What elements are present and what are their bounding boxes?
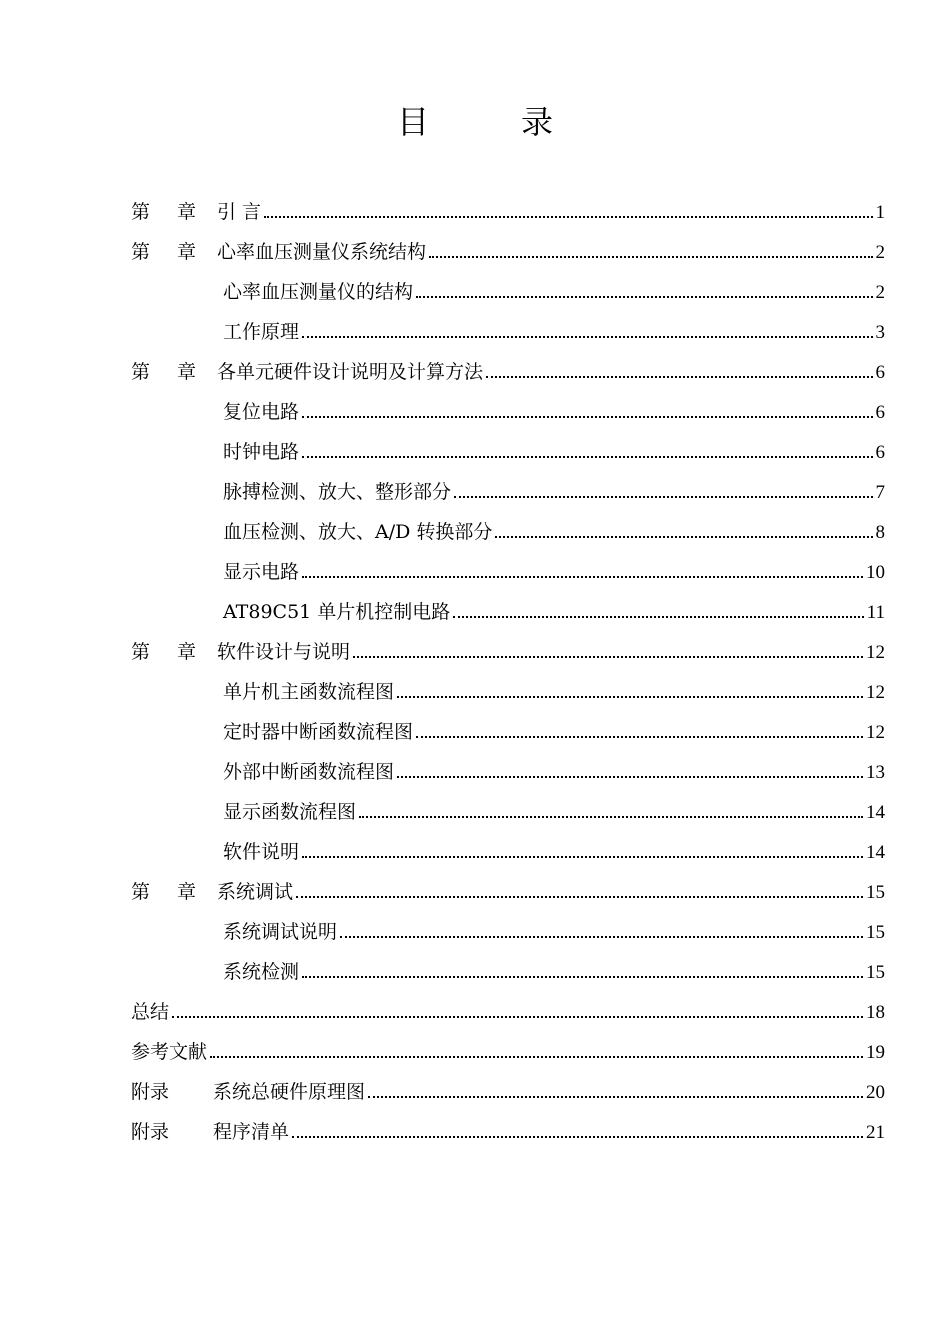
toc-entry-label: 各单元硬件设计说明及计算方法: [217, 361, 484, 383]
dot-leader: [302, 976, 863, 978]
toc-page-number: 2: [875, 282, 885, 303]
toc-page-number: 20: [866, 1082, 885, 1103]
toc-page-number: 11: [866, 602, 885, 623]
toc-entry-summary[interactable]: [131, 992, 885, 1032]
toc-entry-appendix-schematic[interactable]: [131, 1072, 885, 1112]
toc-entry-label: 时钟电路: [223, 441, 300, 463]
dot-leader: [353, 656, 863, 658]
chapter-prefix: 第 章: [131, 361, 197, 383]
toc-entry-section[interactable]: [131, 472, 885, 512]
toc-entry-label: 脉搏检测、放大、整形部分: [223, 481, 452, 503]
toc-page-number: 7: [875, 482, 885, 503]
chapter-prefix: 第 章: [131, 641, 197, 663]
toc-entry-label: 心率血压测量仪的结构: [223, 281, 414, 303]
toc-entry-label: 系统检测: [223, 961, 300, 983]
chapter-prefix: 第 章: [131, 241, 197, 263]
toc-entry-label: 心率血压测量仪系统结构: [217, 241, 427, 263]
toc-entry-section[interactable]: [131, 952, 885, 992]
dot-leader: [368, 1096, 863, 1098]
toc-entry-appendix-code[interactable]: [131, 1112, 885, 1152]
toc-entry-label: 系统调试: [217, 881, 294, 903]
dot-leader: [302, 576, 863, 578]
toc-page-number: 6: [875, 442, 885, 463]
toc-entry-label: 血压检测、放大、A/D 转换部分: [223, 521, 493, 543]
dot-leader: [172, 1016, 863, 1018]
dot-leader: [302, 336, 872, 338]
toc-entry-chapter-software[interactable]: [131, 632, 885, 672]
toc-entry-label: 软件说明: [223, 841, 300, 863]
toc-entry-label: 参考文献: [131, 1041, 208, 1063]
toc-entry-label: 工作原理: [223, 321, 300, 343]
toc-entry-label: 程序清单: [213, 1121, 290, 1143]
toc-page-number: 15: [866, 882, 885, 903]
dot-leader: [453, 616, 863, 618]
toc-entry-section[interactable]: [131, 712, 885, 752]
toc-page-number: 6: [875, 362, 885, 383]
toc-entry-label: 总结: [131, 1001, 170, 1023]
toc-entry-section[interactable]: [131, 832, 885, 872]
toc-page-number: 12: [866, 642, 885, 663]
dot-leader: [302, 856, 863, 858]
toc-entry-chapter-structure[interactable]: [131, 232, 885, 272]
toc-entry-section[interactable]: [131, 672, 885, 712]
toc-entry-label: 系统调试说明: [223, 921, 338, 943]
toc-entry-label: 显示函数流程图: [223, 801, 357, 823]
dot-leader: [486, 376, 872, 378]
dot-leader: [302, 456, 872, 458]
toc-entry-section[interactable]: [131, 912, 885, 952]
dot-leader: [359, 816, 863, 818]
page-title: 目 录: [396, 103, 583, 141]
appendix-prefix: 附录: [131, 1121, 170, 1143]
toc-page-number: 2: [875, 242, 885, 263]
toc-page-number: 8: [875, 522, 885, 543]
dot-leader: [416, 736, 863, 738]
dot-leader: [302, 416, 872, 418]
dot-leader: [296, 896, 863, 898]
chapter-prefix: 第 章: [131, 201, 197, 223]
chapter-prefix: 第 章: [131, 881, 197, 903]
toc-page-number: 13: [866, 762, 885, 783]
toc-page-number: 1: [875, 202, 885, 223]
toc-entry-label: 软件设计与说明: [217, 641, 351, 663]
toc-entry-section[interactable]: [131, 272, 885, 312]
toc-page-number: 15: [866, 922, 885, 943]
toc-entry-label: 显示电路: [223, 561, 300, 583]
toc-entry-section[interactable]: [131, 752, 885, 792]
toc-page-number: 12: [866, 682, 885, 703]
toc-entry-section[interactable]: [131, 512, 885, 552]
dot-leader: [429, 256, 872, 258]
dot-leader: [397, 776, 863, 778]
toc-entry-section[interactable]: [131, 312, 885, 352]
dot-leader: [292, 1136, 863, 1138]
toc-entry-label: 系统总硬件原理图: [213, 1081, 366, 1103]
toc-page-number: 10: [866, 562, 885, 583]
toc-page-number: 12: [866, 722, 885, 743]
toc-entry-section[interactable]: [131, 592, 885, 632]
toc-entry-label: 外部中断函数流程图: [223, 761, 395, 783]
toc-page-number: 14: [866, 842, 885, 863]
toc-entry-label: AT89C51 单片机控制电路: [223, 601, 451, 623]
dot-leader: [397, 696, 863, 698]
toc-entry-chapter-hardware[interactable]: [131, 352, 885, 392]
toc-entry-references[interactable]: [131, 1032, 885, 1072]
dot-leader: [340, 936, 863, 938]
toc-entry-label: 定时器中断函数流程图: [223, 721, 414, 743]
dot-leader: [454, 496, 872, 498]
dot-leader: [495, 536, 872, 538]
toc-entry-section[interactable]: [131, 392, 885, 432]
toc-page-number: 6: [875, 402, 885, 423]
toc-entry-chapter-intro[interactable]: [131, 192, 885, 232]
toc-page-number: 3: [875, 322, 885, 343]
toc-entry-section[interactable]: [131, 792, 885, 832]
toc-entry-label: 复位电路: [223, 401, 300, 423]
toc-page-number: 19: [866, 1042, 885, 1063]
toc-entry-label: 单片机主函数流程图: [223, 681, 395, 703]
toc-page-number: 15: [866, 962, 885, 983]
toc-entry-chapter-debug[interactable]: [131, 872, 885, 912]
toc-page-number: 18: [866, 1002, 885, 1023]
dot-leader: [416, 296, 872, 298]
toc-entry-label: 引 言: [217, 201, 262, 223]
toc-entry-section[interactable]: [131, 432, 885, 472]
table-of-contents: [131, 192, 885, 1152]
toc-page-number: 21: [866, 1122, 885, 1143]
toc-entry-section[interactable]: [131, 552, 885, 592]
toc-page-number: 14: [866, 802, 885, 823]
dot-leader: [264, 216, 872, 218]
appendix-prefix: 附录: [131, 1081, 170, 1103]
dot-leader: [210, 1056, 863, 1058]
